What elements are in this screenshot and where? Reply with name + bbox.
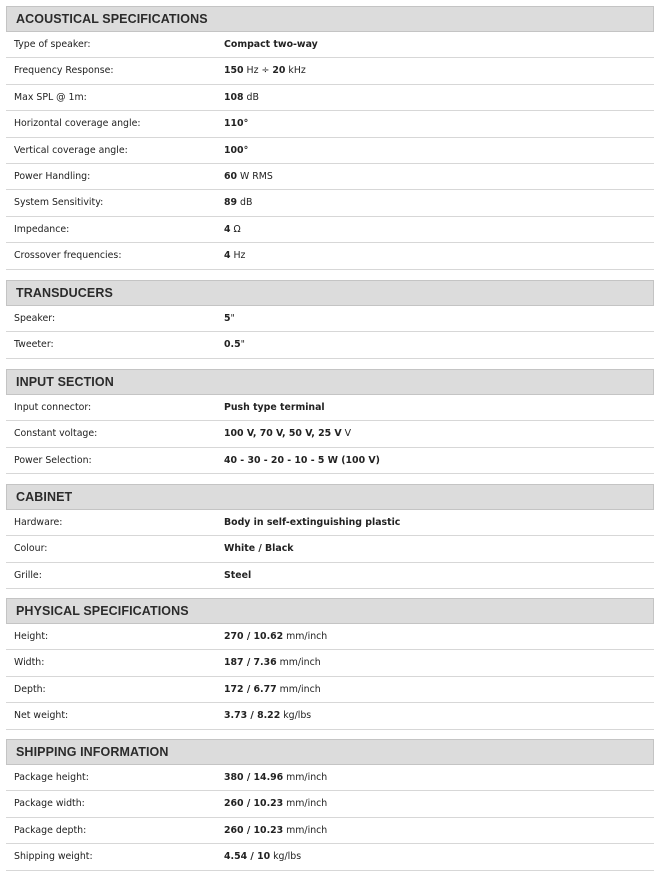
spec-label: Package height: (14, 772, 89, 783)
spec-label: Hardware: (14, 517, 63, 528)
section-title: INPUT SECTION (6, 369, 654, 395)
spec-value: 3.73 / 8.22 kg/lbs (224, 710, 312, 722)
spec-value: 4.54 / 10 kg/lbs (224, 851, 302, 863)
spec-value: 4 Hz (224, 250, 246, 262)
spec-label: Max SPL @ 1m: (14, 91, 87, 103)
spec-label: Shipping weight: (14, 851, 93, 863)
section-title: PHYSICAL SPECIFICATIONS (6, 598, 654, 624)
spec-label: Grille: (14, 569, 42, 581)
spec-row-power-selection (6, 448, 654, 474)
spec-label: Impedance: (14, 223, 70, 235)
spec-row-horizontal-coverage (6, 111, 654, 137)
spec-row-width (6, 650, 654, 676)
spec-value: 270 / 10.62 mm/inch (224, 631, 328, 642)
spec-label: Width: (14, 657, 45, 669)
spec-value: Steel (224, 569, 252, 581)
spec-label: Net weight: (14, 710, 69, 722)
spec-value: 100° (224, 144, 249, 156)
spec-row-package-width (6, 791, 654, 817)
spec-value: 108 dB (224, 91, 259, 103)
spec-value: 4 Ω (224, 223, 241, 235)
spec-value: 260 / 10.23 mm/inch (224, 824, 328, 836)
spec-value: 5" (224, 313, 235, 324)
section-title: TRANSDUCERS (6, 280, 654, 306)
spec-label: Package depth: (14, 824, 87, 836)
spec-label: Depth: (14, 683, 46, 695)
spec-row-system-sensitivity (6, 190, 654, 216)
section-cabinet (6, 484, 654, 589)
section-shipping-information (6, 739, 654, 871)
spec-row-colour (6, 536, 654, 562)
spec-row-depth (6, 677, 654, 703)
spec-row-grille (6, 563, 654, 589)
section-physical-specifications (6, 598, 654, 730)
section-input-section (6, 369, 654, 474)
spec-label: Height: (14, 631, 49, 642)
spec-row-net-weight (6, 703, 654, 729)
spec-row-constant-voltage (6, 421, 654, 447)
spec-label: Constant voltage: (14, 428, 98, 440)
spec-row-max-spl (6, 85, 654, 111)
spec-row-power-handling (6, 164, 654, 190)
spec-value: 60 W RMS (224, 170, 273, 182)
spec-label: Tweeter: (14, 339, 54, 351)
spec-row-frequency-response (6, 58, 654, 84)
spec-label: Vertical coverage angle: (14, 144, 128, 156)
spec-value: 100 V, 70 V, 50 V, 25 V V (224, 428, 352, 440)
spec-value: 260 / 10.23 mm/inch (224, 798, 328, 810)
spec-row-impedance (6, 217, 654, 243)
spec-label: Horizontal coverage angle: (14, 118, 141, 130)
spec-label: Type of speaker: (14, 39, 91, 50)
spec-row-vertical-coverage (6, 138, 654, 164)
spec-value: Body in self-extinguishing plastic (224, 517, 401, 528)
spec-row-crossover-frequencies (6, 243, 654, 269)
spec-value: Compact two-way (224, 39, 318, 50)
spec-value: 380 / 14.96 mm/inch (224, 772, 328, 783)
spec-value: 150 Hz ÷ 20 kHz (224, 65, 306, 77)
spec-row-speaker (6, 306, 654, 332)
spec-value: 172 / 6.77 mm/inch (224, 683, 321, 695)
spec-label: Power Selection: (14, 454, 92, 466)
spec-value: 89 dB (224, 197, 253, 209)
spec-label: Power Handling: (14, 170, 91, 182)
section-title: CABINET (6, 484, 654, 510)
spec-label: Frequency Response: (14, 65, 114, 77)
spec-label: Input connector: (14, 402, 92, 413)
spec-row-hardware (6, 510, 654, 536)
spec-row-tweeter (6, 332, 654, 358)
spec-value: 187 / 7.36 mm/inch (224, 657, 321, 669)
spec-row-input-connector (6, 395, 654, 421)
spec-row-height (6, 624, 654, 650)
spec-label: Speaker: (14, 313, 56, 324)
section-title: SHIPPING INFORMATION (6, 739, 654, 765)
spec-row-type-of-speaker (6, 32, 654, 58)
section-title: ACOUSTICAL SPECIFICATIONS (6, 6, 654, 32)
spec-label: System Sensitivity: (14, 197, 104, 209)
spec-label: Crossover frequencies: (14, 250, 122, 262)
spec-row-shipping-weight (6, 844, 654, 870)
spec-label: Colour: (14, 543, 48, 555)
spec-value: Push type terminal (224, 402, 325, 413)
spec-row-package-depth (6, 818, 654, 844)
spec-row-package-height (6, 765, 654, 791)
spec-value: 110° (224, 118, 249, 130)
section-transducers (6, 280, 654, 359)
section-acoustical-specifications (6, 6, 654, 270)
spec-value: 0.5" (224, 339, 245, 351)
spec-value: 40 - 30 - 20 - 10 - 5 W (100 V) (224, 454, 380, 466)
spec-label: Package width: (14, 798, 85, 810)
spec-value: White / Black (224, 543, 294, 555)
